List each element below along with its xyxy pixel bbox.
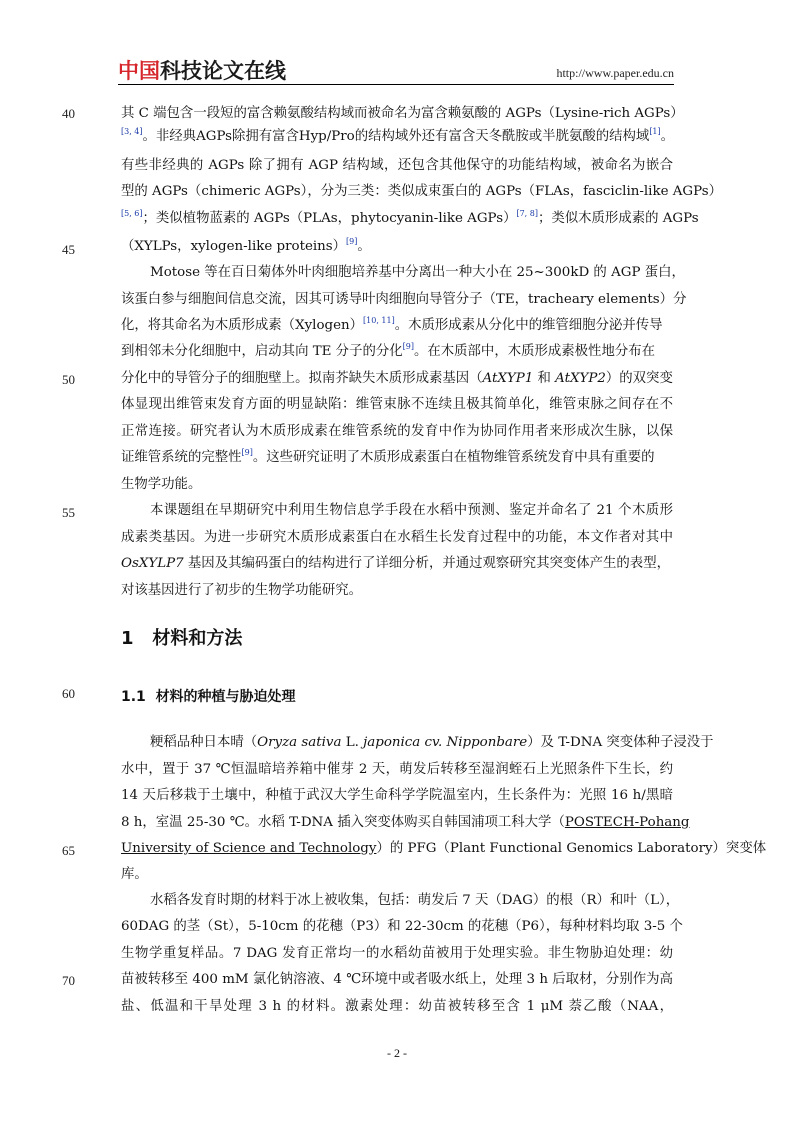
body-line: 对该基因进行了初步的生物学功能研究。 xyxy=(121,583,363,598)
body-line: （XYLPs，xylogen-like proteins）[9]。 xyxy=(121,237,371,254)
body-line: 粳稻品种日本晴（Oryza sativa L. japonica cv. Nipponbare）及 T-DNA 突变体种子浸没于 xyxy=(150,735,714,750)
header-url[interactable]: http://www.paper.edu.cn xyxy=(556,66,674,80)
subsection-heading: 1.1 材料的种植与胁迫处理 xyxy=(121,689,296,705)
line-number: 40 xyxy=(62,106,75,121)
line-number: 60 xyxy=(62,686,75,701)
body-line: 水中，置于 37 ℃恒温暗培养箱中催芽 2 天，萌发后转移至湿润蛭石上光照条件下生长，约 xyxy=(121,762,673,777)
line-number: 55 xyxy=(62,505,75,520)
line-number: 65 xyxy=(62,843,75,858)
citation[interactable]: [7, 8] xyxy=(516,209,538,218)
citation[interactable]: [9] xyxy=(241,448,253,457)
citation[interactable]: [10, 11] xyxy=(363,316,395,325)
body-line: 苗被转移至 400 mM 氯化钠溶液、4 ℃环境中或者吸水纸上，处理 3 h 后取材，分别作为高 xyxy=(121,972,673,987)
body-line: 该蛋白参与细胞间信息交流，因其可诱导叶肉细胞向导管分子（TE，tracheary elements）分 xyxy=(121,292,687,307)
body-line: 型的 AGPs（chimeric AGPs），分为三类：类似成束蛋白的 AGPs（FLAs，fasciclin-like AGPs） xyxy=(121,184,723,199)
body-line: 生物学功能。 xyxy=(121,477,202,492)
body-line: 盐、低温和干旱处理 3 h 的材料。激素处理：幼苗被转移至含 1 μM 萘乙酸（NAA， xyxy=(121,999,673,1014)
journal-logo xyxy=(118,59,286,83)
body-line: University of Science and Technology）的 PFG（Plant Functional Genomics Laboratory）突变体 xyxy=(121,841,767,856)
body-line: 体显现出维管束发育方面的明显缺陷：维管束脉不连续且极其简单化，维管束脉之间存在不 xyxy=(121,397,673,412)
body-line: 60DAG 的茎（St），5-10cm 的花穗（P3）和 22-30cm 的花穗（P6），每种材料均取 3-5 个 xyxy=(121,919,683,934)
body-line: Motose 等在百日菊体外叶肉细胞培养基中分离出一种大小在 25~300kD 的 AGP 蛋白， xyxy=(150,265,685,280)
body-line: 有些非经典的 AGPs 除了拥有 AGP 结构域，还包含其他保守的功能结构域，被命名为嵌合 xyxy=(121,158,673,173)
body-line: 化，将其命名为木质形成素（Xylogen）[10, 11]。木质形成素从分化中的维管细胞分泌并传导 xyxy=(121,316,663,333)
body-line: 到相邻未分化细胞中，启动其向 TE 分子的分化[9]。在木质部中，木质形成素极性地分布在 xyxy=(121,342,656,359)
line-number: 45 xyxy=(62,242,75,257)
body-line: 分化中的导管分子的细胞壁上。拟南芥缺失木质形成素基因（AtXYP1 和 AtXYP2）的双突变 xyxy=(121,371,673,386)
page-number: - 2 - xyxy=(387,1046,407,1060)
body-line: 其 C 端包含一段短的富含赖氨酸结构域而被命名为富含赖氨酸的 AGPs（Lysine-rich AGPs） xyxy=(121,106,684,121)
body-line: 成素类基因。为进一步研究木质形成素蛋白在水稻生长发育过程中的功能，本文作者对其中 xyxy=(121,530,673,545)
body-line: 生物学重复样品。7 DAG 发育正常均一的水稻幼苗被用于处理实验。非生物胁迫处理：幼 xyxy=(121,946,673,961)
body-line: 14 天后移栽于土壤中，种植于武汉大学生命科学学院温室内，生长条件为：光照 16 h/黑暗 xyxy=(121,788,673,803)
body-line: 证维管系统的完整性[9]。这些研究证明了木质形成素蛋白在植物维管系统发育中具有重要的 xyxy=(121,448,655,465)
body-line: OsXYLP7 基因及其编码蛋白的结构进行了详细分析，并通过观察研究其突变体产生的表型， xyxy=(121,556,670,571)
citation[interactable]: [9] xyxy=(346,237,358,246)
body-line: 本课题组在早期研究中利用生物信息学手段在水稻中预测、鉴定并命名了 21 个木质形 xyxy=(150,503,673,518)
body-line: 库。 xyxy=(121,867,148,882)
body-line: 正常连接。研究者认为木质形成素在维管系统的发育中作为协同作用者来形成次生脉，以保 xyxy=(121,424,673,439)
body-line: [5, 6]；类似植物蓝素的 AGPs（PLAs，phytocyanin-like AGPs）[7, 8]；类似木质形成素的 AGPs xyxy=(121,209,699,226)
institution-link[interactable]: University of Science and Technology xyxy=(121,841,377,856)
citation[interactable]: [3, 4] xyxy=(121,127,143,136)
citation[interactable]: [1] xyxy=(649,127,661,136)
line-number: 70 xyxy=(62,973,75,988)
citation[interactable]: [9] xyxy=(402,342,414,351)
institution-link[interactable]: POSTECH-Pohang xyxy=(564,815,690,830)
body-line: 8 h，室温 25-30 ℃。水稻 T-DNA 插入突变体购买自韩国浦项工科大学（POSTECH-Pohang xyxy=(121,815,690,830)
body-line: 水稻各发育时期的材料于冰上被收集，包括：萌发后 7 天（DAG）的根（R）和叶（L）， xyxy=(150,893,680,908)
body-line: [3, 4]。非经典AGPs除拥有富含Hyp/Pro的结构域外还有富含天冬酰胺或半胱氨酸的结构域[1]。 xyxy=(121,127,675,144)
line-number: 50 xyxy=(62,372,75,387)
section-heading: 1 材料和方法 xyxy=(121,628,243,649)
logo-red-part: 中国 xyxy=(118,59,160,83)
header-divider xyxy=(118,84,674,85)
citation[interactable]: [5, 6] xyxy=(121,209,143,218)
logo-black-part: 科技论文在线 xyxy=(160,59,286,83)
